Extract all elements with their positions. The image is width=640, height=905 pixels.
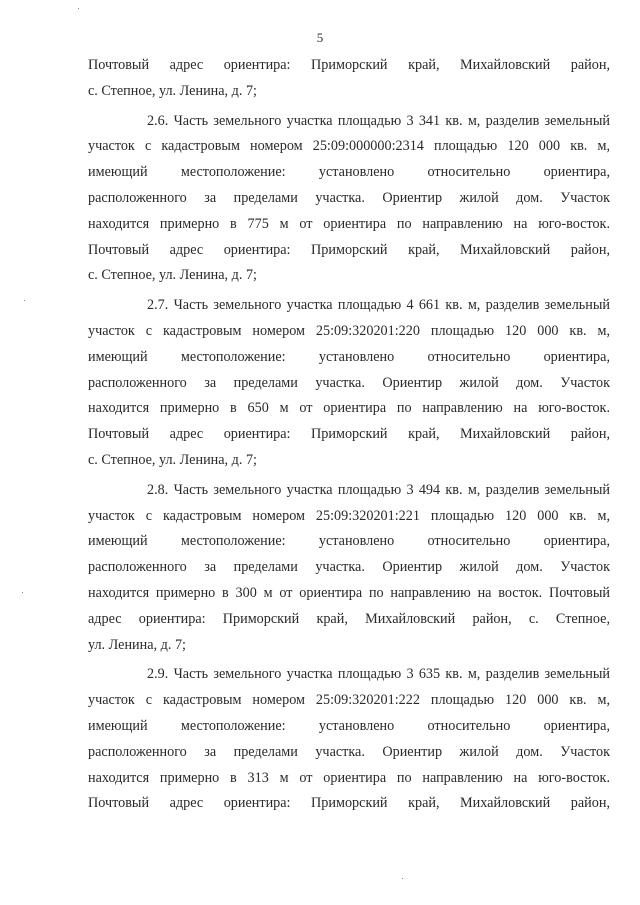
scan-speck xyxy=(22,592,23,593)
text-line: участок с кадастровым номером 25:09:320201:220 площадью 120 000 кв. м, xyxy=(88,322,610,339)
text-line: расположенного за пределами участка. Ориентир жилой дом. Участок xyxy=(88,559,610,576)
paragraph-first-line: 2.8. Часть земельного участка площадью 3 494 кв. м, разделив земельный xyxy=(147,481,610,498)
paragraph-first-line: 2.9. Часть земельного участка площадью 3 635 кв. м, разделив земельный xyxy=(147,666,610,683)
text-line: находится примерно в 650 м от ориентира по направлению на юго-восток. xyxy=(88,400,610,417)
text-line: адрес ориентира: Приморский край, Михайловский район, с. Степное, xyxy=(88,610,610,627)
scan-speck xyxy=(402,878,403,879)
text-line: с. Степное, ул. Ленина, д. 7; xyxy=(88,451,257,468)
text-line: находится примерно в 775 м от ориентира по направлению на юго-восток. xyxy=(88,215,610,232)
text-line: имеющий местоположение: установлено относительно ориентира, xyxy=(88,717,610,734)
text-line: имеющий местоположение: установлено относительно ориентира, xyxy=(88,533,610,550)
text-line: Почтовый адрес ориентира: Приморский край, Михайловский район, xyxy=(88,57,610,73)
text-line: расположенного за пределами участка. Ориентир жилой дом. Участок xyxy=(88,374,610,391)
page-number: 5 xyxy=(316,30,324,45)
text-line: с. Степное, ул. Ленина, д. 7; xyxy=(88,82,257,99)
text-line: находится примерно в 300 м от ориентира по направлению на восток. Почтовый xyxy=(88,584,610,601)
text-line: участок с кадастровым номером 25:09:320201:222 площадью 120 000 кв. м, xyxy=(88,692,610,709)
paragraph-first-line: 2.7. Часть земельного участка площадью 4 661 кв. м, разделив земельный xyxy=(147,297,610,314)
text-line: с. Степное, ул. Ленина, д. 7; xyxy=(88,267,257,284)
text-line: расположенного за пределами участка. Ориентир жилой дом. Участок xyxy=(88,189,610,206)
text-line: Почтовый адрес ориентира: Приморский край, Михайловский район, xyxy=(88,426,610,443)
text-line: участок с кадастровым номером 25:09:000000:2314 площадью 120 000 кв. м, xyxy=(88,138,610,155)
document-body xyxy=(88,53,610,817)
text-line: находится примерно в 313 м от ориентира по направлению на юго-восток. xyxy=(88,769,610,786)
text-line: имеющий местоположение: установлено относительно ориентира, xyxy=(88,164,610,181)
text-line: расположенного за пределами участка. Ориентир жилой дом. Участок xyxy=(88,743,610,760)
text-line: Почтовый адрес ориентира: Приморский край, Михайловский район, xyxy=(88,795,610,812)
text-line: ул. Ленина, д. 7; xyxy=(88,636,186,653)
text-line: имеющий местоположение: установлено относительно ориентира, xyxy=(88,348,610,365)
text-line: Почтовый адрес ориентира: Приморский край, Михайловский район, xyxy=(88,241,610,258)
scan-speck xyxy=(78,8,79,9)
text-line: участок с кадастровым номером 25:09:320201:221 площадью 120 000 кв. м, xyxy=(88,507,610,524)
scan-speck xyxy=(24,300,25,301)
paragraph-first-line: 2.6. Часть земельного участка площадью 3 341 кв. м, разделив земельный xyxy=(147,112,610,129)
